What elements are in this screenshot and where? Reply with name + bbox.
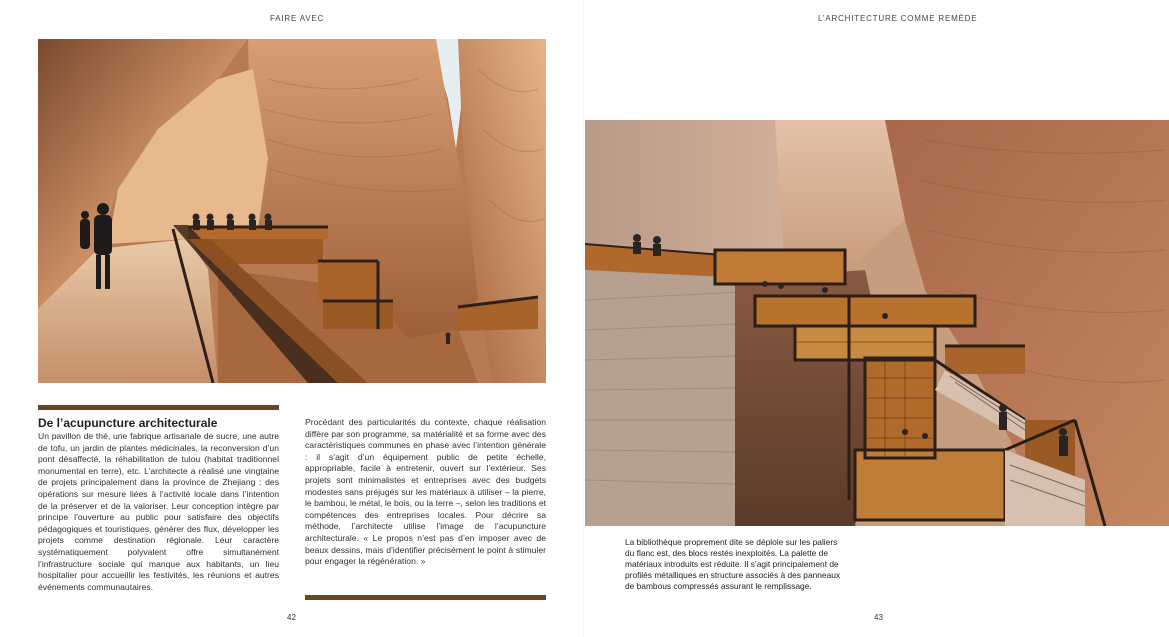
photo-caption: La bibliothèque proprement dite se déploie sur les paliers du flanc est, des blocs restés inexploités. La palette de matériaux introduits est réduite. Il s’agit principalement de profilés métalliques en structure associés à des panneaux de bambous compressés assurant le remplissage. (625, 537, 841, 591)
body-column-2: Procédant des particularités du contexte, chaque réalisation diffère par son programme, sa matérialité et sa forme avec des caractéristiques communes en phase avec l’intention générale : il s’agit d’un équipement public de petite échelle, appropriable, facile à entretenir, ouvert sur l’extérieur. Ses projets sont minimalistes et entreprises avec des budgets modestes sans préjugés sur les matériaux à utiliser – la pierre, le bambou, le métal, le bois, ou la terre –, selon les traditions et compétences des entreprises locales. Pour décrire sa méthode, l’architecte utilise l’image de l’acupuncture architecturale. « Le propos n’est pas d’en imposer avec de beaux dessins, mais d’identifier précisément le point à stimuler pour engager la régénération. » (305, 417, 546, 567)
section-rule-top (38, 405, 279, 410)
section-title: De l’acupuncture architecturale (38, 416, 218, 430)
running-head-left: FAIRE AVEC (270, 14, 325, 23)
page-number-left: 42 (287, 613, 296, 622)
quarry-library-photo (585, 120, 1169, 526)
running-head-right: L’ARCHITECTURE COMME REMÈDE (818, 14, 978, 23)
quarry-walkway-photo (38, 39, 546, 383)
body-column-1: Un pavillon de thé, une fabrique artisanale de sucre, une autre de tofu, un jardin de plantes médicinales, la reconversion d’un pont désaffecté, la réhabilitation de tulou (habitat traditionnel monumental en terre), etc. L’architecte a réalisé une vingtaine de projets principalement dans la province de Zhejiang : des opérations sur mesure liées à l’activité locale dans l’intention de la préserver et de la valoriser. Leur conception intègre par principe l’ouverture au public pour satisfaire des objectifs pédagogiques et touristiques, générer des flux, développer les projets comme destination régionale. Leur caractère systématiquement polyvalent offre simultanément l’infrastructure sociale qui manque aux habitants, un lieu hospitalier pour accueillir les festivités, les réunions et autres événements communautaires. (38, 431, 279, 592)
left-page (0, 0, 584, 637)
quarry-library-illustration (585, 120, 1169, 526)
section-rule-bottom (305, 595, 546, 600)
right-page (584, 0, 1169, 637)
quarry-walkway-illustration (38, 39, 546, 383)
page-number-right: 43 (874, 613, 883, 622)
